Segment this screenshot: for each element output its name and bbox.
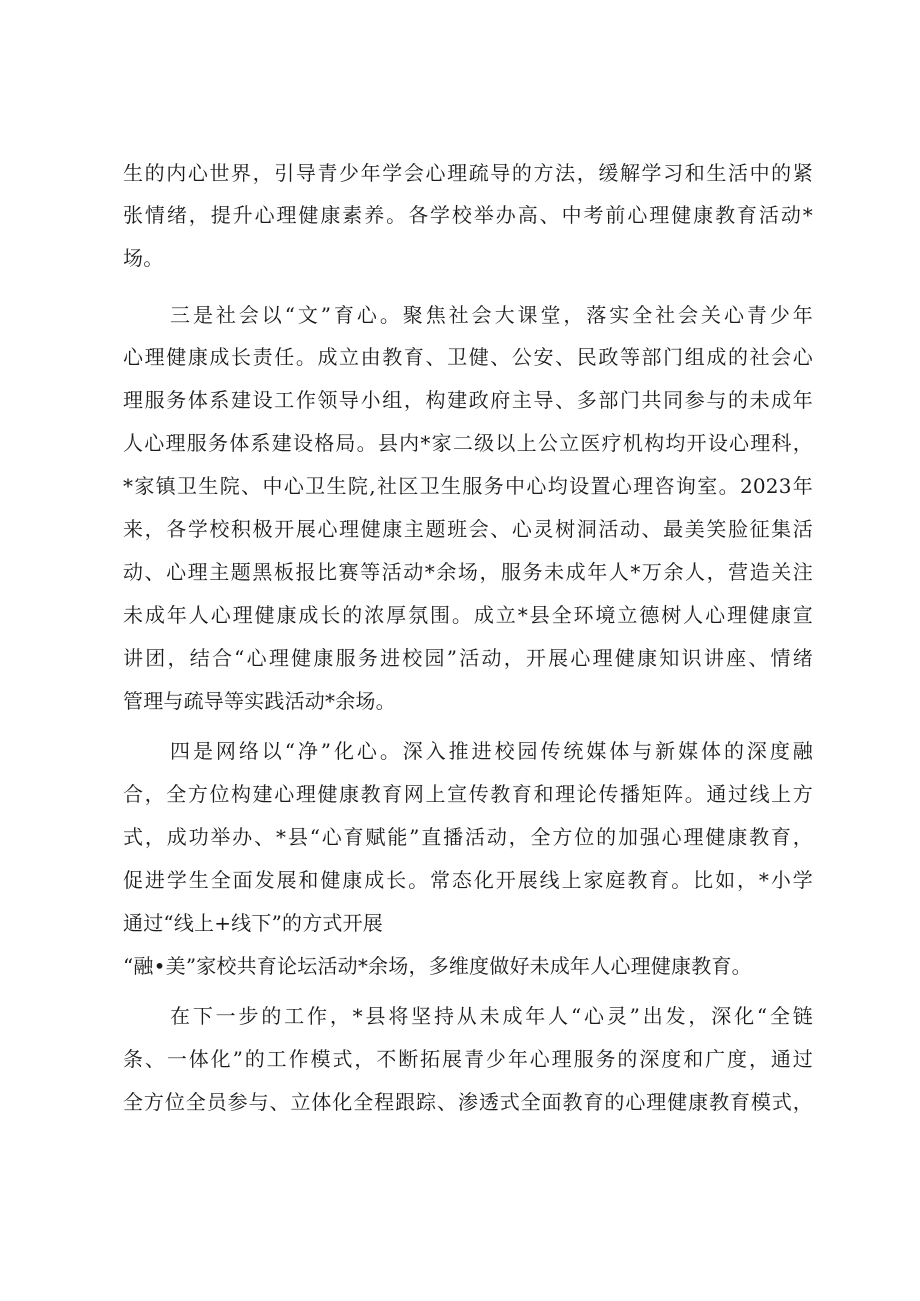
text-line: 式，成功举办、*县“心育赋能”直播活动，全方位的加强心理健康教育， xyxy=(123,825,813,849)
text-line: 生的内心世界，引导青少年学会心理疏导的方法，缓解学习和生活中的紧 xyxy=(123,161,813,185)
text-line: 讲团，结合“心理健康服务进校园”活动，开展心理健康知识讲座、情绪 xyxy=(123,646,813,670)
text-line: “融•美”家校共育论坛活动*余场，多维度做好未成年人心理健康教育。 xyxy=(123,954,752,978)
text-line: 条、一体化”的工作模式，不断拓展青少年心理服务的深度和广度，通过 xyxy=(123,1047,813,1071)
text-line: 管理与疏导等实践活动*余场。 xyxy=(123,689,396,713)
text-line: 合，全方位构建心理健康教育网上宣传教育和理论传播矩阵。通过线上方 xyxy=(123,782,813,806)
text-line: 心理健康成长责任。成立由教育、卫健、公安、民政等部门组成的社会心 xyxy=(123,345,813,369)
text-line: 来，各学校积极开展心理健康主题班会、心灵树洞活动、最美笑脸征集活 xyxy=(123,517,813,541)
text-line: 场。 xyxy=(123,246,164,270)
paragraph-start-line: 在下一步的工作，*县将坚持从未成年人“心灵”出发，深化“全链 xyxy=(170,1004,813,1028)
text-line: 促进学生全面发展和健康成长。常态化开展线上家庭教育。比如，*小学 xyxy=(123,868,813,892)
text-line: 未成年人心理健康成长的浓厚氛围。成立*县全环境立德树人心理健康宣 xyxy=(123,603,813,627)
text-line: *家镇卫生院、中心卫生院,社区卫生服务中心均设置心理咨询室。2023年 xyxy=(123,474,813,498)
text-line: 理服务体系建设工作领导小组，构建政府主导、多部门共同参与的未成年 xyxy=(123,388,813,412)
text-line: 动、心理主题黑板报比赛等活动*余场，服务未成年人*万余人，营造关注 xyxy=(123,560,813,584)
text-line: 通过“线上+线下”的方式开展 xyxy=(123,911,384,935)
text-line: 全方位全员参与、立体化全程跟踪、渗透式全面教育的心理健康教育模式， xyxy=(123,1090,813,1114)
text-line: 张情绪，提升心理健康素养。各学校举办高、中考前心理健康教育活动* xyxy=(123,203,813,227)
paragraph-start-line: 三是社会以“文”育心。聚焦社会大课堂，落实全社会关心青少年 xyxy=(170,303,813,327)
paragraph-start-line: 四是网络以“净”化心。深入推进校园传统媒体与新媒体的深度融 xyxy=(170,739,813,763)
text-line: 人心理服务体系建设格局。县内*家二级以上公立医疗机构均开设心理科， xyxy=(123,431,813,455)
